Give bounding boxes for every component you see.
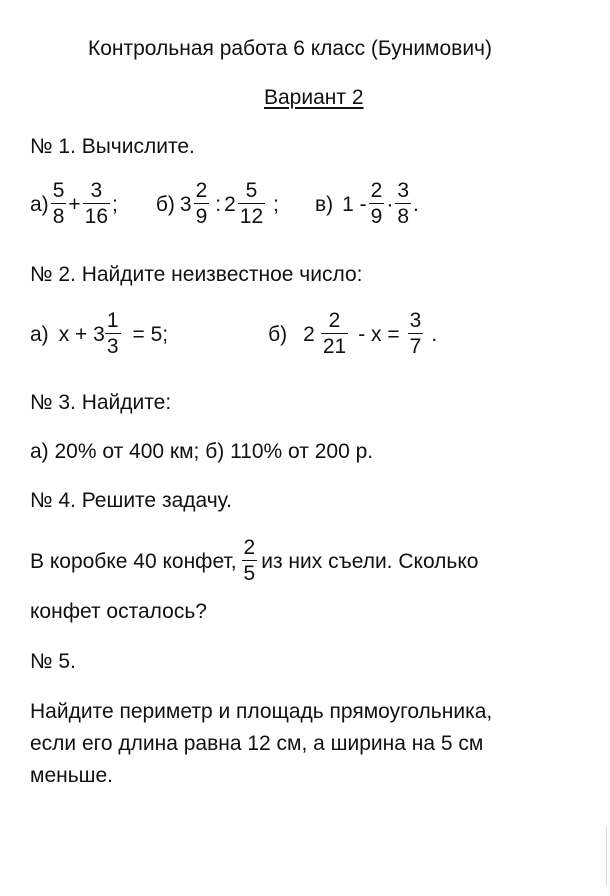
task4-line-1 <box>30 538 478 585</box>
numerator: 5 <box>52 179 65 202</box>
separator: ; <box>112 192 118 216</box>
denominator: 9 <box>370 205 383 228</box>
denominator: 9 <box>195 205 208 228</box>
numerator: 3 <box>409 309 422 332</box>
task5-line-2: если его длина равна 12 см, а ширина на 5 см <box>30 732 484 755</box>
whole-part: 3 <box>179 192 192 216</box>
task5-line-1: Найдите периметр и площадь прямоугольника, <box>30 700 493 723</box>
whole-part: 2 <box>224 192 236 216</box>
operator: + <box>68 192 81 216</box>
task1a-label: а) <box>30 192 49 216</box>
separator: . <box>431 322 438 346</box>
task5-heading: № 5. <box>30 650 76 673</box>
task2-heading: № 2. Найдите неизвестное число: <box>30 263 363 286</box>
denominator: 21 <box>322 335 347 358</box>
numerator: 2 <box>243 536 256 559</box>
task2a-label: а) <box>30 322 49 346</box>
document-title: Контрольная работа 6 класс (Бунимович) <box>88 37 492 60</box>
task4-fraction <box>242 537 258 584</box>
task1c-prefix: 1 - <box>342 192 367 216</box>
task1c-fraction-2 <box>395 180 411 227</box>
task2b-fraction-1 <box>321 310 348 357</box>
denominator: 5 <box>243 562 256 585</box>
denominator: 16 <box>84 205 108 228</box>
task1a-fraction-1 <box>51 180 67 227</box>
task1c-fraction-1 <box>369 180 385 227</box>
numerator: 3 <box>90 179 103 202</box>
denominator: 12 <box>239 205 264 228</box>
denominator: 3 <box>106 335 119 358</box>
task2-equations <box>30 311 437 358</box>
task3-heading: № 3. Найдите: <box>30 391 172 414</box>
task1b-label: б) <box>155 192 175 216</box>
task2b-label: б) <box>268 322 288 346</box>
task1b-fraction-1 <box>194 180 210 227</box>
operator: : <box>215 192 222 216</box>
denominator: 7 <box>409 335 422 358</box>
scan-edge-artifact <box>606 826 607 886</box>
numerator: 2 <box>328 309 341 332</box>
separator: . <box>413 192 419 216</box>
task1-expressions <box>30 181 419 228</box>
numerator: 1 <box>106 309 119 332</box>
task2a-fraction <box>105 310 121 357</box>
task4-heading: № 4. Решите задачу. <box>30 489 232 512</box>
task2b-fraction-2 <box>408 310 424 357</box>
numerator: 3 <box>397 179 410 202</box>
task1b-fraction-2 <box>238 180 265 227</box>
variant-heading: Вариант 2 <box>264 86 364 109</box>
task1c-label: в) <box>314 192 334 216</box>
numerator: 2 <box>370 179 383 202</box>
numerator: 5 <box>245 179 258 202</box>
task1a-fraction-2 <box>83 180 110 227</box>
task4-text-before: В коробке 40 конфет, <box>30 549 237 573</box>
task2b-middle: - x = <box>358 322 400 346</box>
operator: · <box>386 192 394 216</box>
denominator: 8 <box>52 205 65 228</box>
denominator: 8 <box>397 205 410 228</box>
task4-line-2: конфет осталось? <box>30 600 207 623</box>
task4-text-after: из них съели. Сколько <box>261 549 479 573</box>
task3-line: а) 20% от 400 км; б) 110% от 200 р. <box>30 440 374 463</box>
numerator: 2 <box>195 179 208 202</box>
task2a-result: = 5; <box>132 322 169 346</box>
task2a-prefix: x + 3 <box>58 322 105 346</box>
whole-part: 2 <box>303 322 315 346</box>
separator: ; <box>273 192 279 216</box>
task5-line-3: меньше. <box>30 764 114 787</box>
task1-heading: № 1. Вычислите. <box>30 135 195 158</box>
